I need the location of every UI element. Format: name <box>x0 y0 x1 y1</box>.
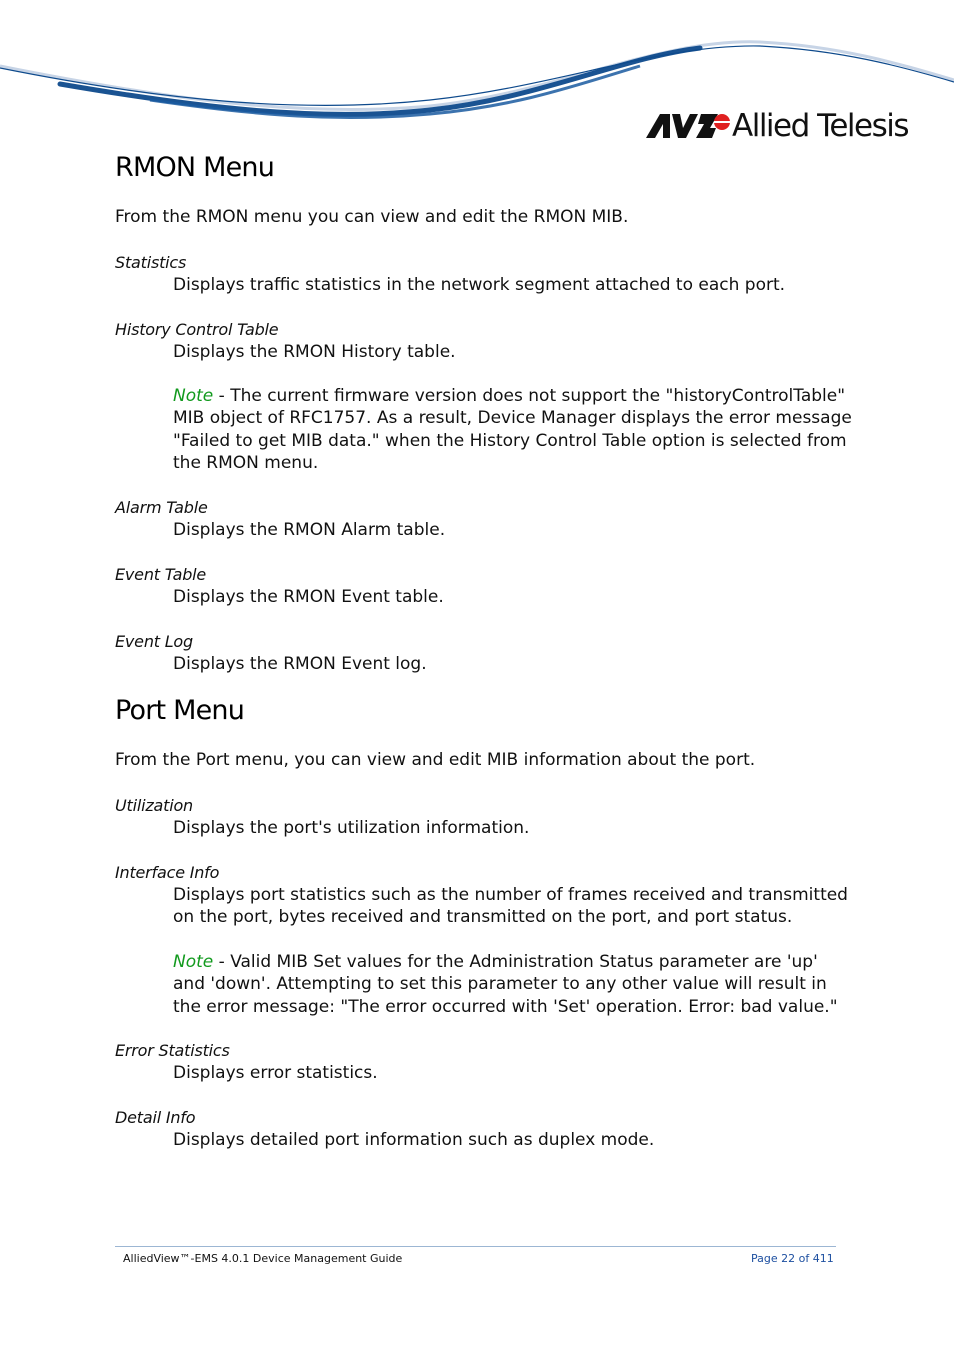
description-detail-info: Displays detailed port information such as duplex mode. <box>173 1130 655 1150</box>
footer-document-title: AlliedView™-EMS 4.0.1 Device Management Guide <box>123 1252 403 1265</box>
term-event-log: Event Log <box>115 632 193 651</box>
note-interface-info <box>173 951 853 1018</box>
section-title-rmon-menu: RMON Menu <box>115 152 275 183</box>
term-interface-info: Interface Info <box>115 863 220 882</box>
term-event-table: Event Table <box>115 565 207 584</box>
note-history-control-table <box>173 385 853 474</box>
term-detail-info: Detail Info <box>115 1108 196 1127</box>
term-utilization: Utilization <box>115 796 193 815</box>
allied-telesis-logo-mark-icon <box>646 112 730 138</box>
section-intro-port: From the Port menu, you can view and edit MIB information about the port. <box>115 750 756 770</box>
logo-wordmark: Allied Telesis <box>732 108 908 144</box>
term-statistics: Statistics <box>115 253 187 272</box>
description-utilization: Displays the port's utilization information. <box>173 818 530 838</box>
term-alarm-table: Alarm Table <box>115 498 208 517</box>
footer-divider <box>115 1246 836 1247</box>
note-label: Note <box>173 952 214 972</box>
note-text: - Valid MIB Set values for the Administration Status parameter are 'up' and 'down'. Attempting to set this parameter to any other value will result in the error message: "The error occurred with 'Set' operation. Error: bad value." <box>173 952 838 1017</box>
term-history-control-table: History Control Table <box>115 320 279 339</box>
description-interface-info: Displays port statistics such as the number of frames received and transmitted on the port, bytes received and transmitted on the port, and port status. <box>173 885 848 928</box>
note-text: - The current firmware version does not support the "historyControlTable" MIB object of RFC1757. As a result, Device Manager displays the error message "Failed to get MIB data." when the History Control Table option is selected from the RMON menu. <box>173 386 852 473</box>
footer-page-number: Page 22 of 411 <box>751 1252 834 1265</box>
description-statistics: Displays traffic statistics in the network segment attached to each port. <box>173 275 786 295</box>
company-logo <box>646 108 906 144</box>
description-history-control-table: Displays the RMON History table. <box>173 342 456 362</box>
note-label: Note <box>173 386 214 406</box>
description-event-log: Displays the RMON Event log. <box>173 654 427 674</box>
section-intro-rmon: From the RMON menu you can view and edit the RMON MIB. <box>115 207 629 227</box>
term-error-statistics: Error Statistics <box>115 1041 230 1060</box>
description-alarm-table: Displays the RMON Alarm table. <box>173 520 446 540</box>
section-title-port-menu: Port Menu <box>115 695 245 726</box>
description-error-statistics: Displays error statistics. <box>173 1063 378 1083</box>
description-event-table: Displays the RMON Event table. <box>173 587 444 607</box>
